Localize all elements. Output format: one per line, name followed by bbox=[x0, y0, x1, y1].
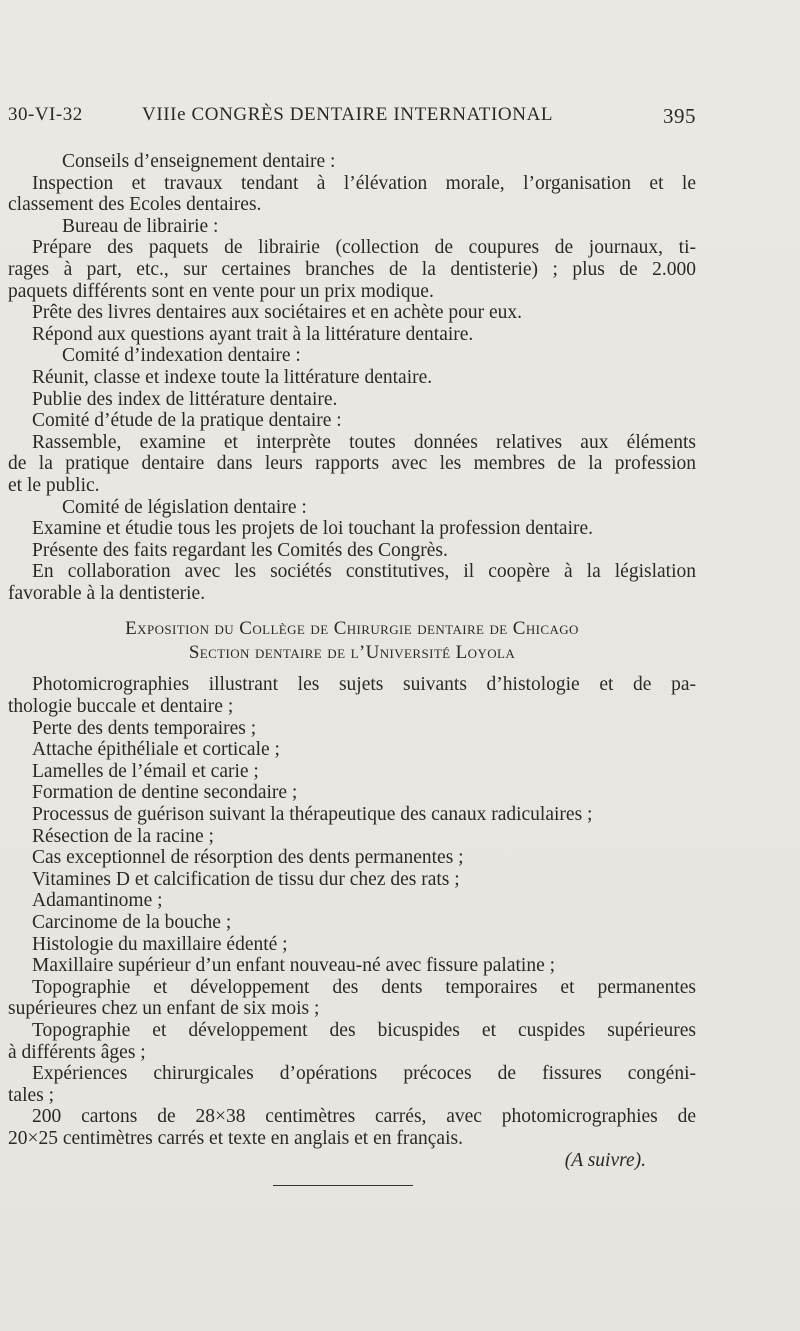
header-title: VIIIe CONGRÈS DENTAIRE INTERNATIONAL bbox=[142, 104, 554, 125]
text-line: paquets différents sont en vente pour un prix modique. bbox=[8, 280, 434, 302]
exposition-title-line-1: Exposition du Collège de Chirurgie dentaire de Chicago bbox=[125, 618, 579, 640]
text-line: Réunit, classe et indexe toute la littérature dentaire. bbox=[32, 366, 433, 388]
text-line: de la pratique dentaire dans leurs rapports avec les membres de la profession bbox=[8, 453, 696, 475]
text-line: classement des Ecoles dentaires. bbox=[8, 194, 262, 216]
continuation-note: (A suivre). bbox=[564, 1149, 646, 1171]
text-line: Comité d’indexation dentaire : bbox=[62, 345, 301, 367]
section-committees bbox=[8, 151, 696, 604]
text-line: Comité de législation dentaire : bbox=[62, 496, 307, 518]
text-line: Topographie et développement des bicuspides et cuspides supérieures bbox=[32, 1019, 696, 1041]
text-line: Histologie du maxillaire édenté ; bbox=[32, 933, 288, 955]
text-line: Rassemble, examine et interprète toutes données relatives aux éléments bbox=[32, 431, 696, 453]
text-line: Formation de dentine secondaire ; bbox=[32, 782, 298, 804]
text-line: Processus de guérison suivant la thérapeutique des canaux radiculaires ; bbox=[32, 804, 593, 826]
body-text bbox=[8, 151, 696, 1171]
section-exposition-list bbox=[8, 674, 696, 1149]
text-line: Lamelles de l’émail et carie ; bbox=[32, 760, 259, 782]
text-line: Répond aux questions ayant trait à la littérature dentaire. bbox=[32, 323, 474, 345]
text-line: rages à part, etc., sur certaines branches de la dentisterie) ; plus de 2.000 bbox=[8, 258, 696, 280]
text-line: En collaboration avec les sociétés constitutives, il coopère à la législation bbox=[32, 561, 696, 583]
text-line: Cas exceptionnel de résorption des dents permanentes ; bbox=[32, 847, 464, 869]
page-number: 395 bbox=[663, 104, 696, 128]
text-line: à différents âges ; bbox=[8, 1041, 146, 1063]
text-line: Prête des livres dentaires aux sociétaires et en achète pour eux. bbox=[32, 302, 523, 324]
text-line: thologie buccale et dentaire ; bbox=[8, 696, 234, 718]
text-line: tales ; bbox=[8, 1084, 55, 1106]
text-line: Examine et étudie tous les projets de loi touchant la profession dentaire. bbox=[32, 518, 594, 540]
text-line: Topographie et développement des dents temporaires et permanentes bbox=[32, 976, 696, 998]
text-line: Attache épithéliale et corticale ; bbox=[32, 739, 280, 761]
text-line: Adamantinome ; bbox=[32, 890, 163, 912]
exposition-heading bbox=[8, 618, 696, 666]
text-line: 20×25 centimètres carrés et texte en anglais et en français. bbox=[8, 1127, 463, 1149]
text-line: Prépare des paquets de librairie (collection de coupures de journaux, ti- bbox=[32, 237, 696, 259]
text-line: Vitamines D et calcification de tissu dur chez des rats ; bbox=[32, 868, 460, 890]
text-line: Photomicrographies illustrant les sujets suivants d’histologie et de pa- bbox=[32, 674, 696, 696]
text-line: Résection de la racine ; bbox=[32, 825, 214, 847]
text-line: Expériences chirurgicales d’opérations précoces de fissures congéni- bbox=[32, 1063, 696, 1085]
header-date: 30-VI-32 bbox=[8, 104, 83, 125]
text-line: Carcinome de la bouche ; bbox=[32, 912, 232, 933]
text-line: Maxillaire supérieur d’un enfant nouveau-né avec fissure palatine ; bbox=[32, 955, 556, 977]
text-line: 200 cartons de 28×38 centimètres carrés, avec photomicrographies de bbox=[32, 1106, 696, 1128]
text-line: favorable à la dentisterie. bbox=[8, 582, 206, 604]
end-rule bbox=[273, 1185, 413, 1186]
text-line: et le public. bbox=[8, 474, 100, 496]
running-header bbox=[8, 104, 696, 136]
exposition-title-line-2: Section dentaire de l’Université Loyola bbox=[188, 642, 516, 664]
text-line: Bureau de librairie : bbox=[62, 215, 219, 237]
text-line: Publie des index de littérature dentaire. bbox=[32, 388, 338, 410]
text-line: supérieures chez un enfant de six mois ; bbox=[8, 998, 320, 1020]
text-line: Inspection et travaux tendant à l’élévation morale, l’organisation et le bbox=[32, 172, 696, 194]
text-line: Comité d’étude de la pratique dentaire : bbox=[32, 410, 342, 432]
text-line: Présente des faits regardant les Comités des Congrès. bbox=[32, 539, 448, 561]
text-line: Perte des dents temporaires ; bbox=[32, 717, 257, 739]
text-line: Conseils d’enseignement dentaire : bbox=[62, 151, 336, 172]
